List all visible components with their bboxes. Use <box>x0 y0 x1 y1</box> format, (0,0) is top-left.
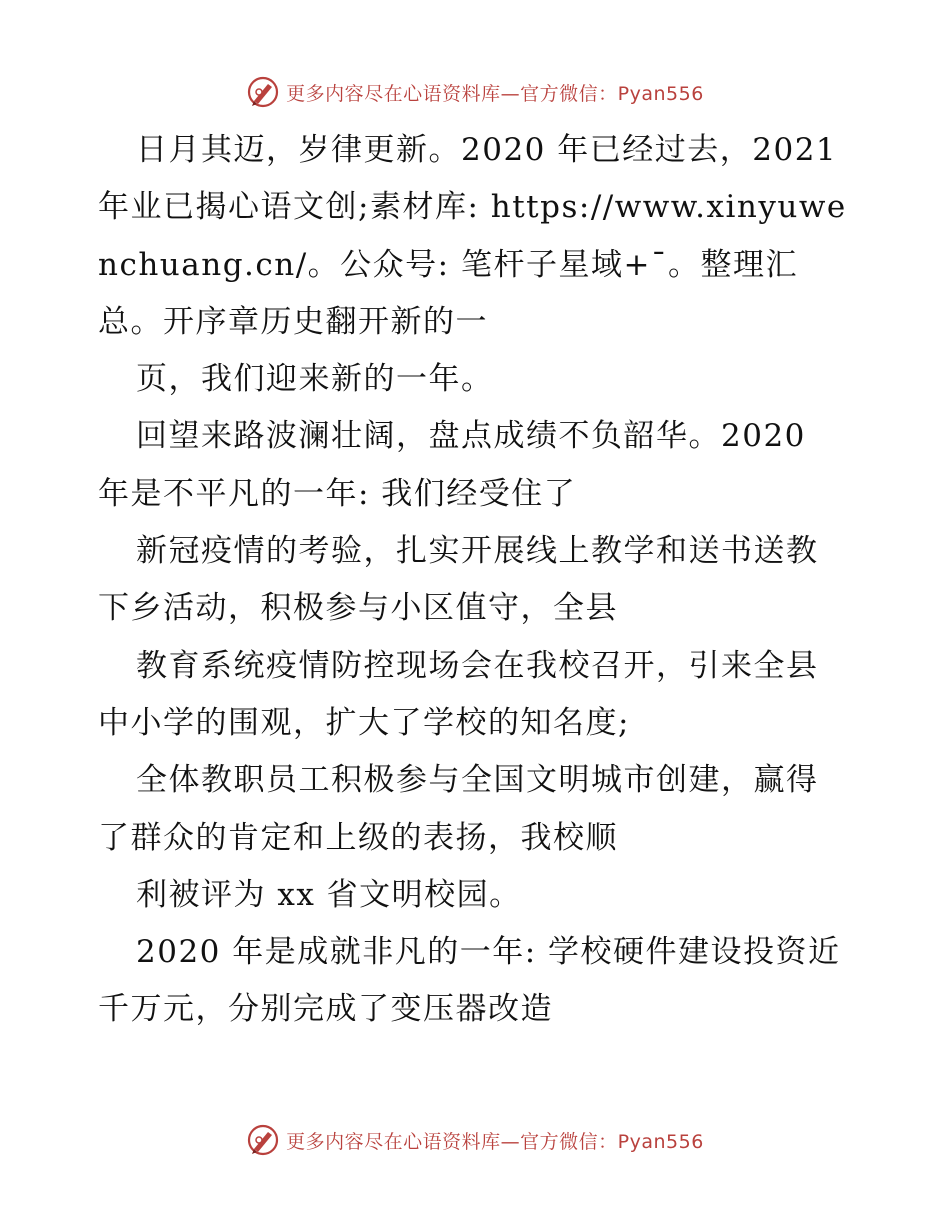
text-line: 全体教职员工积极参与全国文明城市创建，赢得 <box>136 762 819 799</box>
text-line: 年是不平凡的一年: 我们经受住了 <box>98 475 577 512</box>
text-line: 页，我们迎来新的一年。 <box>136 361 494 398</box>
text-line: 日月其迈，岁律更新。2020 年已经过去，2021 <box>136 132 838 168</box>
text-line: 年业已揭心语文创;素材库: https://www.xinyuwe <box>98 189 847 226</box>
footer-banner <box>0 1120 950 1160</box>
header-banner <box>0 72 950 112</box>
text-line: 千万元，分别完成了变压器改造 <box>98 991 553 1028</box>
text-line: 下乡活动，积极参与小区值守，全县 <box>98 590 618 627</box>
text-line: 中小学的围观，扩大了学校的知名度; <box>98 704 630 741</box>
document-body <box>98 122 858 1039</box>
text-line: 总。开序章历史翻开新的一 <box>98 303 488 340</box>
text-line: 了群众的肯定和上级的表扬，我校顺 <box>98 819 618 856</box>
pen-logo-icon <box>246 75 280 109</box>
footer-banner-text: 更多内容尽在心语资料库—官方微信：Pyan556 <box>286 1130 704 1153</box>
text-line: nchuang.cn/。公众号: 笔杆子星域+¯。整理汇 <box>98 246 798 283</box>
header-banner-text: 更多内容尽在心语资料库—官方微信：Pyan556 <box>286 82 704 105</box>
text-line: 利被评为 xx 省文明校园。 <box>136 876 522 913</box>
text-line: 新冠疫情的考验，扎实开展线上教学和送书送教 <box>136 533 819 570</box>
text-line: 教育系统疫情防控现场会在我校召开，引来全县 <box>136 647 819 684</box>
text-line: 回望来路波澜壮阔，盘点成绩不负韶华。2020 <box>136 418 806 455</box>
pen-logo-icon <box>246 1123 280 1157</box>
text-line: 2020 年是成就非凡的一年: 学校硬件建设投资近 <box>136 934 841 971</box>
